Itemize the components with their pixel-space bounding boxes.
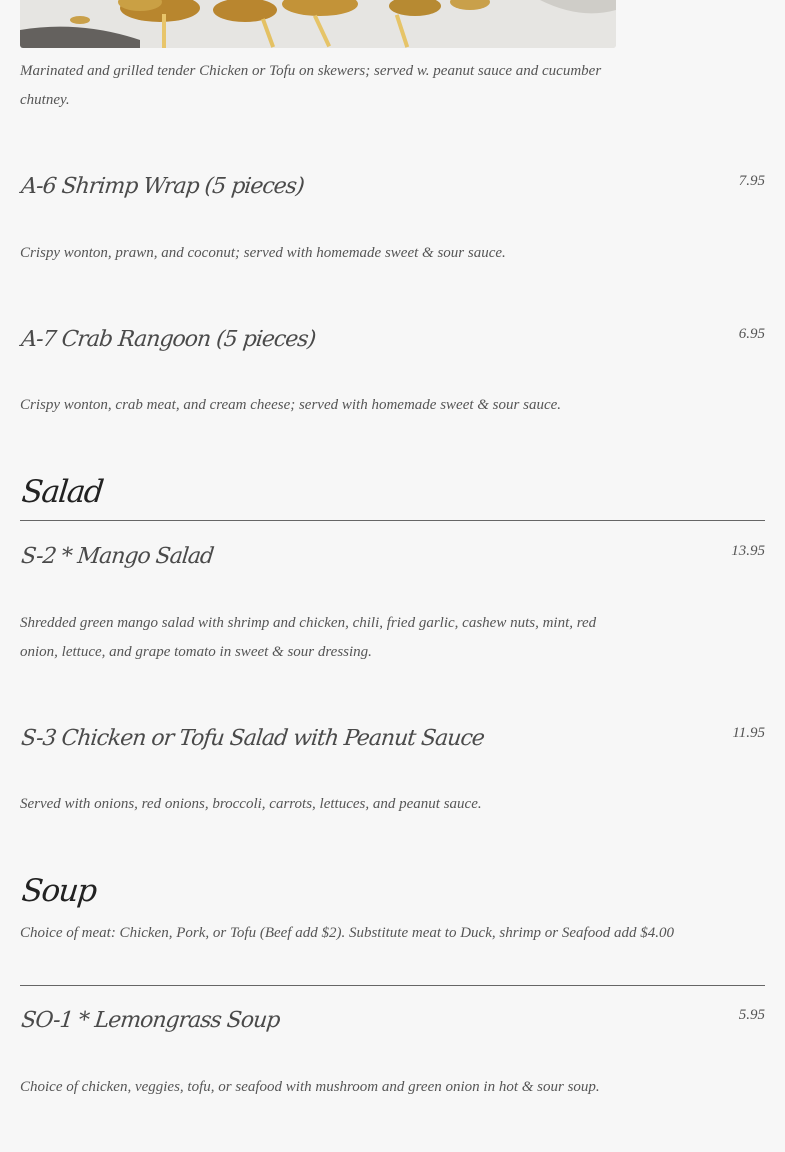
section-title-soup: Soup <box>20 873 98 909</box>
item-name-mango-salad: S-2 * Mango Salad <box>20 544 215 569</box>
item-name-lemongrass-soup: SO-1 * Lemongrass Soup <box>20 1008 281 1033</box>
item-price-lemongrass-soup: 5.95 <box>738 1007 765 1023</box>
item-name-crab-rangoon: A-7 Crab Rangoon (5 pieces) <box>20 327 317 352</box>
section-title-salad: Salad <box>20 474 105 510</box>
satay-description: Marinated and grilled tender Chicken or Tofu on skewers; served w. peanut sauce and cucumber chutney. <box>20 63 602 108</box>
soup-meat-note: Choice of meat: Chicken, Pork, or Tofu (Beef add $2). Substitute meat to Duck, shrimp or Seafood add $4.00 <box>20 925 674 941</box>
item-description-lemongrass-soup: Choice of chicken, veggies, tofu, or seafood with mushroom and green onion in hot & sour soup. <box>20 1079 600 1095</box>
item-price-crab-rangoon: 6.95 <box>738 326 765 342</box>
satay-photo <box>20 0 616 48</box>
item-price-peanut-salad: 11.95 <box>732 725 765 741</box>
satay-image <box>20 0 616 48</box>
item-description-shrimp-wrap: Crispy wonton, prawn, and coconut; served with homemade sweet & sour sauce. <box>20 245 506 261</box>
item-price-mango-salad: 13.95 <box>731 543 765 559</box>
item-description-mango-salad: Shredded green mango salad with shrimp and chicken, chili, fried garlic, cashew nuts, mint, red onion, lettuce, and grape tomato in sweet & sour dressing. <box>20 615 597 660</box>
item-price-shrimp-wrap: 7.95 <box>738 173 765 189</box>
section-divider <box>20 520 765 521</box>
item-name-shrimp-wrap: A-6 Shrimp Wrap (5 pieces) <box>20 174 305 199</box>
item-description-peanut-salad: Served with onions, red onions, broccoli, carrots, lettuces, and peanut sauce. <box>20 796 482 812</box>
item-name-peanut-salad: S-3 Chicken or Tofu Salad with Peanut Sauce <box>20 726 486 751</box>
item-description-crab-rangoon: Crispy wonton, crab meat, and cream cheese; served with homemade sweet & sour sauce. <box>20 397 562 413</box>
section-divider <box>20 985 765 986</box>
